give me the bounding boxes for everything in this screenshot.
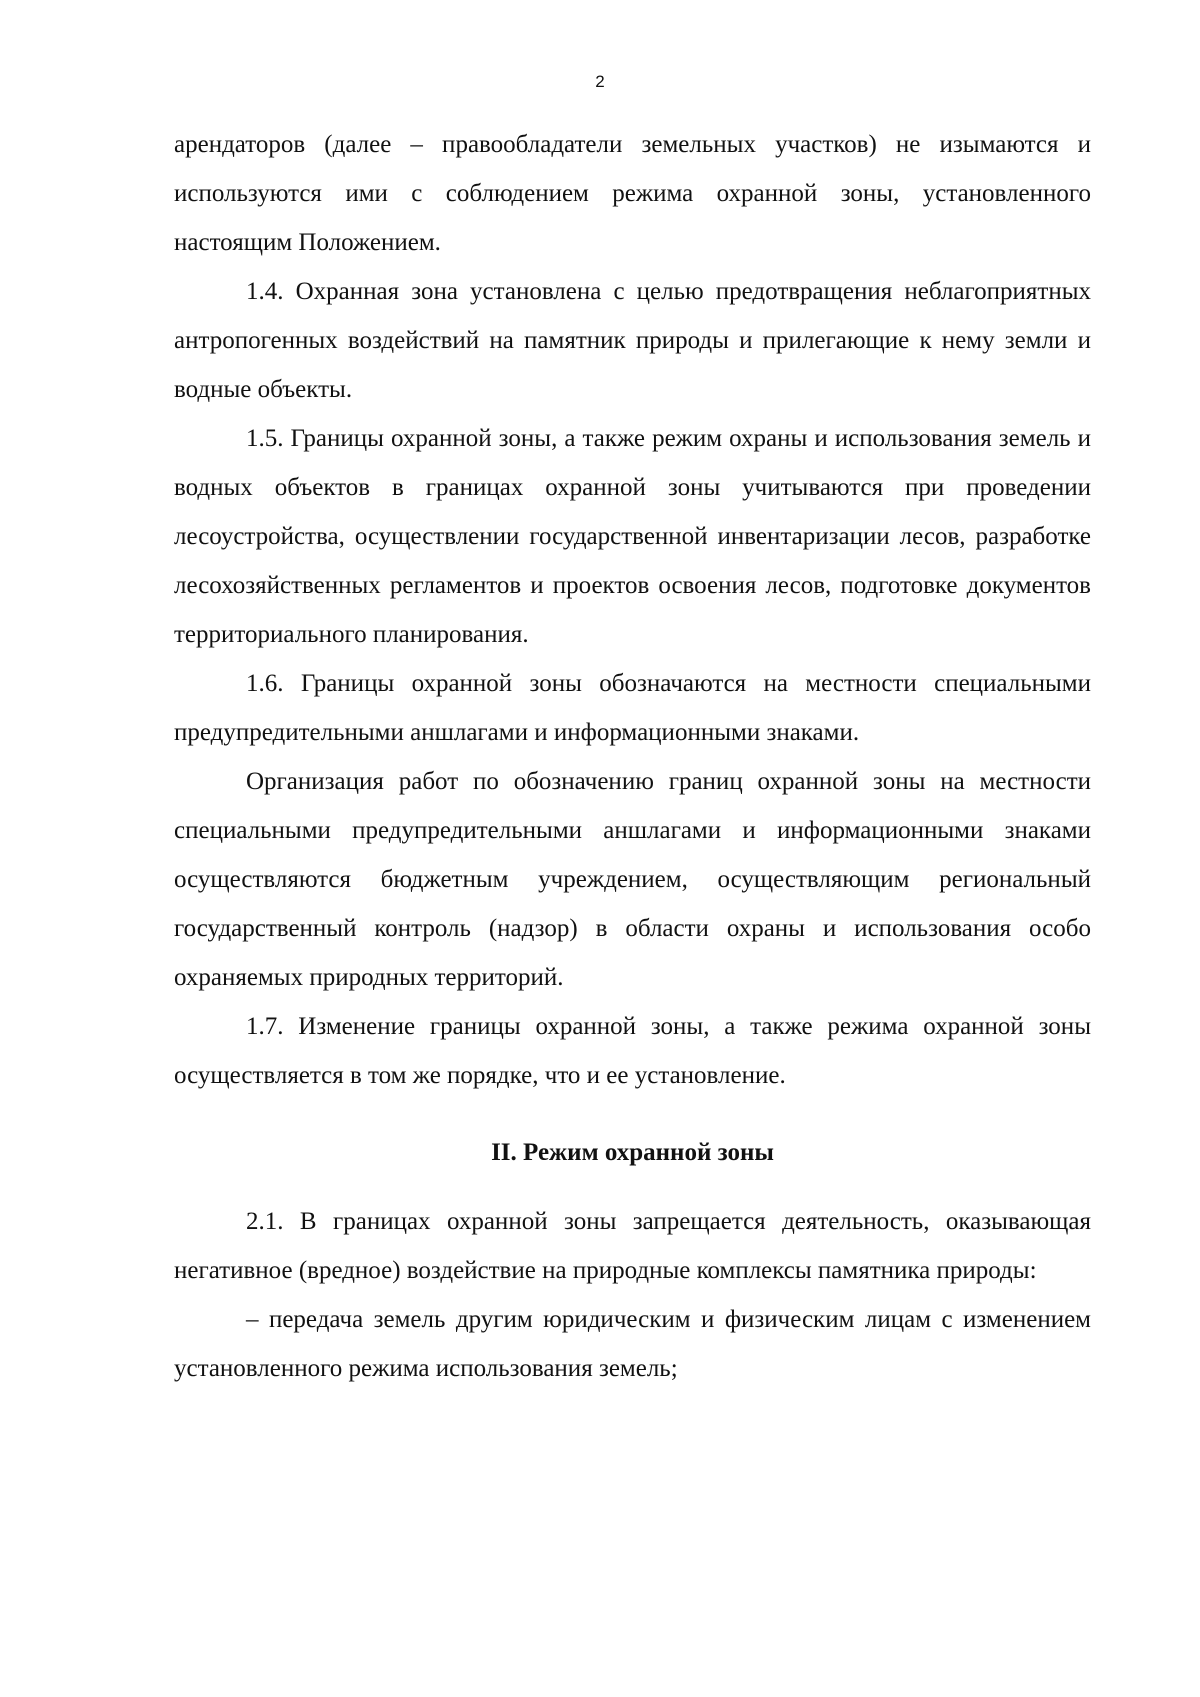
paragraph-1-6: 1.6. Границы охранной зоны обозначаются на местности специальными предупредительными аншлагами и информационными знаками.	[174, 670, 1091, 746]
list-item-land-transfer: – передача земель другим юридическим и физическим лицам с изменением установленного режима использования земель;	[174, 1306, 1091, 1382]
paragraph-2-1: 2.1. В границах охранной зоны запрещается деятельность, оказывающая негативное (вредное) воздействие на природные комплексы памятника природы:	[174, 1208, 1091, 1284]
paragraph-1-4: 1.4. Охранная зона установлена с целью предотвращения неблагоприятных антропогенных воздействий на памятник природы и прилегающие к нему земли и водные объекты.	[174, 278, 1091, 403]
section-title: II. Режим охранной зоны	[491, 1139, 774, 1166]
paragraph-continuation: арендаторов (далее – правообладатели земельных участков) не изымаются и используются ими с соблюдением режима охранной зоны, установленного настоящим Положением.	[174, 131, 1091, 256]
page-number: 2	[595, 72, 605, 91]
paragraph-organization: Организация работ по обозначению границ охранной зоны на местности специальными предупредительными аншлагами и информационными знаками осуществляются бюджетным учреждением, осуществляющим региональный государственный контроль (надзор) в области охраны и использования особо охраняемых природных территорий.	[174, 768, 1091, 991]
paragraph-1-5: 1.5. Границы охранной зоны, а также режим охраны и использования земель и водных объектов в границах охранной зоны учитываются при проведении лесоустройства, осуществлении государственной инвентаризации лесов, разработке лесохозяйственных регламентов и проектов освоения лесов, подготовке документов территориального планирования.	[174, 425, 1091, 648]
paragraph-1-7: 1.7. Изменение границы охранной зоны, а также режима охранной зоны осуществляется в том же порядке, что и ее установление.	[174, 1013, 1091, 1089]
document-body	[174, 120, 1091, 1393]
